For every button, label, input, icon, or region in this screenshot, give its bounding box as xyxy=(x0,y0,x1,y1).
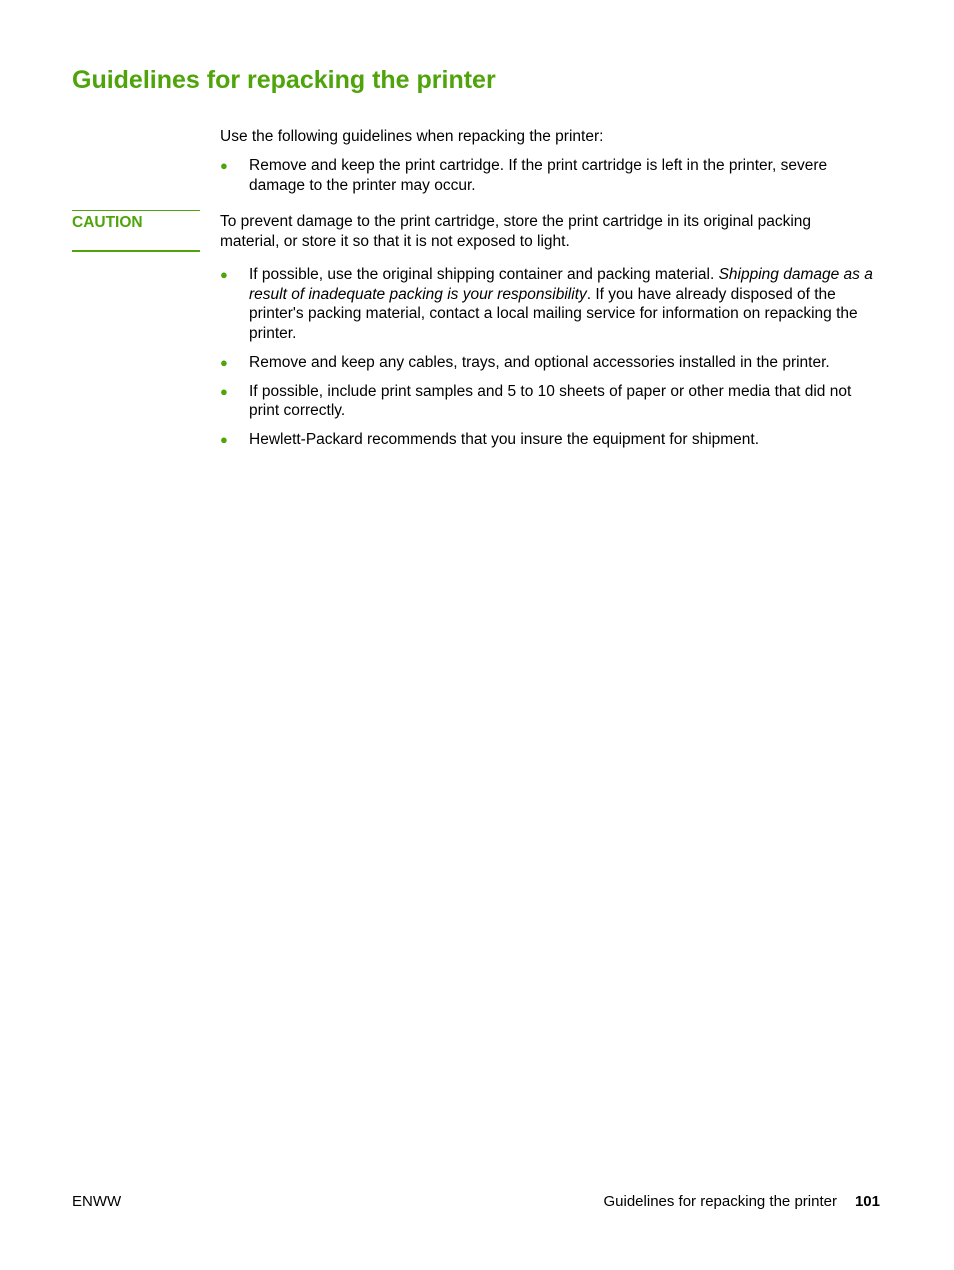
list-item-text-part: . If you have already disposed of the printer's packing material, contact a local mailing service for information on repacking the printer. xyxy=(249,285,858,342)
footer-section-title: Guidelines for repacking the printer xyxy=(603,1193,837,1210)
bullet-list-bottom xyxy=(220,265,880,459)
caution-text: To prevent damage to the print cartridge, store the print cartridge in its original packing material, or store it so that it is not exposed to light. xyxy=(220,213,812,250)
caution-label: CAUTION xyxy=(72,214,143,231)
list-item xyxy=(220,353,880,373)
bullet-list-top xyxy=(220,156,880,195)
list-item xyxy=(220,265,880,343)
list-item-text xyxy=(249,266,873,342)
intro-text: Use the following guidelines when repacking the printer: xyxy=(220,128,604,145)
list-item-text: Remove and keep any cables, trays, and optional accessories installed in the printer. xyxy=(249,353,830,371)
list-item xyxy=(220,382,880,421)
footer-right xyxy=(604,1192,881,1212)
list-item-text-part: If possible, use the original shipping container and packing material. xyxy=(249,266,719,283)
bullet-icon: ● xyxy=(220,158,228,173)
list-item-text: Hewlett-Packard recommends that you insure the equipment for shipment. xyxy=(249,431,760,448)
list-item xyxy=(220,156,880,195)
list-item-text: If possible, include print samples and 5 to 10 sheets of paper or other media that did not print correctly. xyxy=(249,382,852,419)
list-item-text: Remove and keep the print cartridge. If the print cartridge is left in the printer, severe damage to the printer may occur. xyxy=(249,157,828,194)
caution-label-box xyxy=(72,210,200,252)
list-item xyxy=(220,430,880,450)
bullet-icon: ● xyxy=(220,267,228,282)
footer-left: ENWW xyxy=(72,1193,122,1210)
bullet-icon: ● xyxy=(220,432,228,447)
list-item-emphasis: Shipping damage as a result of inadequate packing is your responsibility xyxy=(249,266,873,303)
page-number: 101 xyxy=(854,1193,880,1210)
bullet-icon: ● xyxy=(220,354,228,370)
page-title: Guidelines for repacking the printer xyxy=(72,66,496,94)
bullet-icon: ● xyxy=(220,383,228,399)
